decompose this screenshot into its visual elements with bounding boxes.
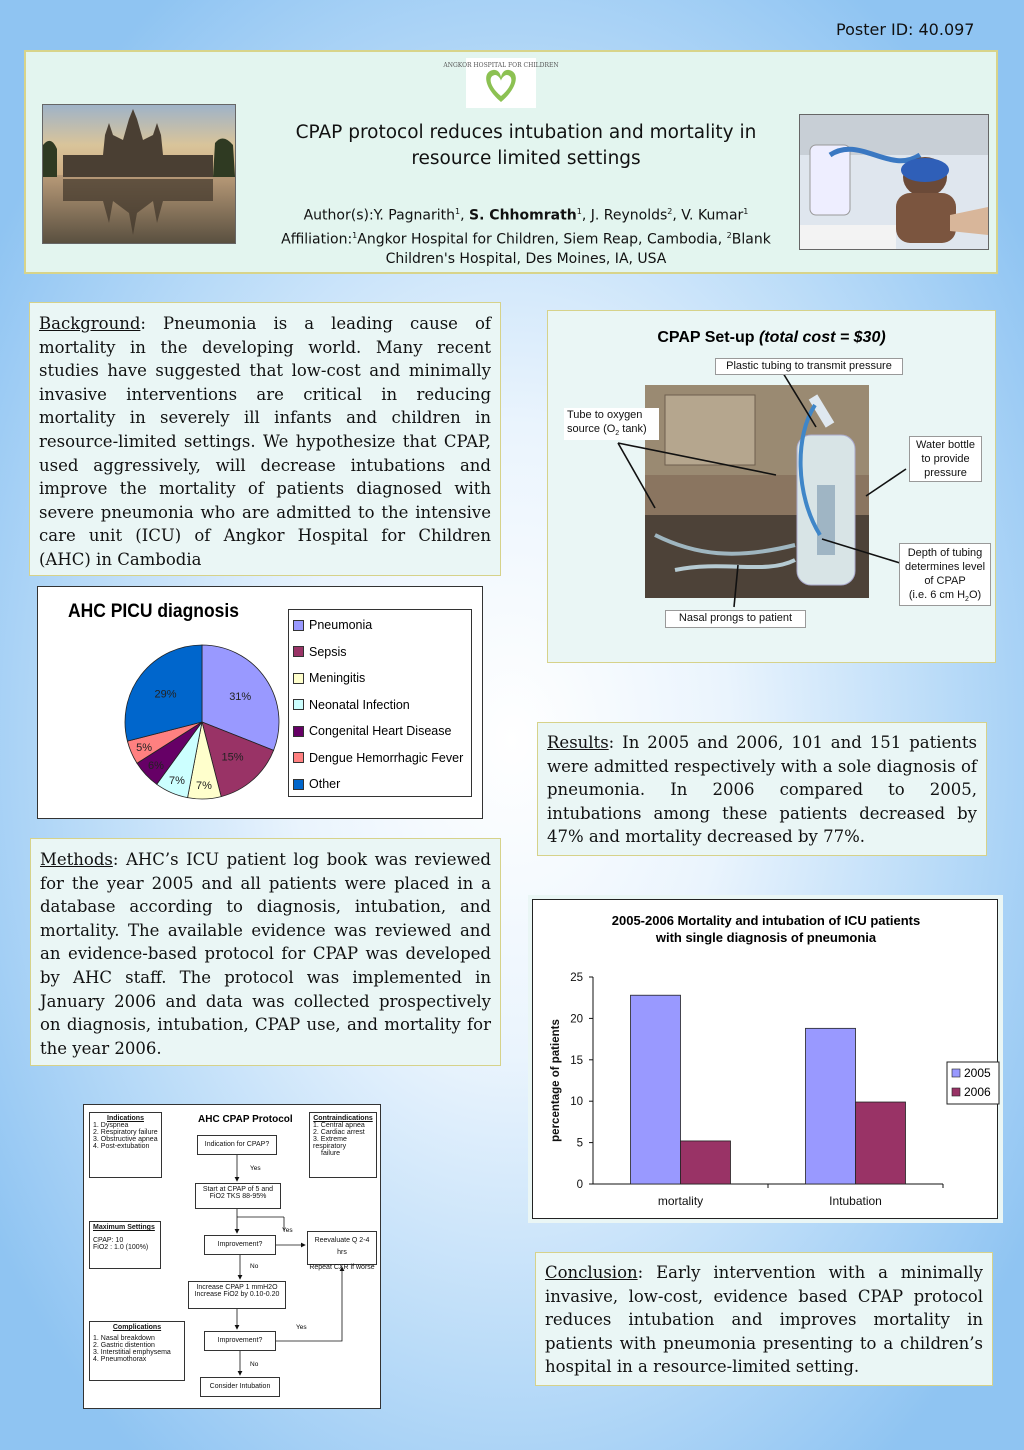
y-axis-label: percentage of patients [550,1019,562,1142]
mortality-intubation-chart [528,895,1003,1223]
y-tick-label: 5 [576,1137,583,1150]
contraindications-box: Contraindications 1. Central apnea 2. Cardiac arrest 3. Extreme respiratory failure [309,1112,377,1178]
logo-text: ANGKOR HOSPITAL FOR CHILDREN [443,62,559,69]
title-line-2: resource limited settings [411,148,641,169]
bar-chart-frame [532,899,998,1219]
pie-label-0: 31% [229,691,252,704]
step-improvement-2: Improvement? [204,1331,276,1351]
step-indication: Indication for CPAP? [197,1135,277,1155]
y-tick-label: 0 [576,1179,583,1191]
bar-chart-title: 2005-2006 Mortality and intubation of ICU patients with single diagnosis of pneumonia [611,913,921,945]
conclusion-heading: Conclusion [545,1263,638,1282]
cpap-protocol-flowchart [83,1104,381,1409]
pie-label-2: 7% [196,780,212,793]
legend-item [293,718,467,745]
legend-swatch [293,752,304,763]
legend-label: Meningitis [309,671,366,686]
legend-label-2006: 2006 [964,1085,991,1099]
yes-label-2: Yes [282,1227,293,1234]
bar-chart [533,900,999,1220]
step-increase: Increase CPAP 1 mmH2O Increase FiO2 by 0.10-0.20 [188,1281,286,1309]
no-label-2: No [250,1361,259,1368]
pie-label-5: 5% [136,742,153,755]
legend-label: Pneumonia [309,618,373,633]
yes-label-1: Yes [250,1165,261,1172]
poster-title [266,120,786,172]
legend-swatch [293,699,304,710]
cpap-setup-title: CPAP Set-up (total cost = $30) [657,329,886,346]
picu-diagnosis-chart [37,586,483,819]
legend-item [293,639,467,666]
legend-label: Neonatal Infection [309,697,410,712]
legend-item [293,745,467,772]
legend-swatch-2005 [952,1069,960,1077]
step-start-cpap: Start at CPAP of 5 and FiO2 TKS 88-95% [195,1183,281,1209]
title-line-1: CPAP protocol reduces intubation and mortality in [295,122,757,143]
bar-legend [947,1062,999,1104]
yes-label-3: Yes [296,1324,307,1331]
legend-swatch [293,779,304,790]
legend-swatch [293,673,304,684]
pie-chart-title: AHC PICU diagnosis [68,601,239,622]
background-text: : Pneumonia is a leading cause of mortality in the developing world. Many recent studies have suggested that low-cost and minimally invasive interventions are critical in reducing mortality in severely ill infants and children in resource-limited settings. We hypothesize that CPAP, used aggressively, will decrease intubations and improve the mortality of patients diagnosed with severe pneumonia who are admitted to the intensive care unit (ICU) of Angkor Hospital for Children (AHC) in Cambodia [39,314,491,569]
legend-label: Congenital Heart Disease [309,724,452,739]
authors: Author(s):Y. Pagnarith$^1$, S. Chhomrath$^1$, J. Reynolds$^2$, V. Kumar$^1$ Affiliation:$^1$Angkor Hospital for Children, Siem Reap, Cambodia, $^2$Blank Children's Hospital, Des Moines, IA, USA [281,207,771,268]
legend-label: Other [309,777,341,792]
label-tubing-depth: Depth of tubing determines level of CPAP (i.e. 6 cm $H_2O$) [899,543,991,606]
legend-swatch-2006 [952,1088,960,1096]
legend-swatch [293,646,304,657]
poster-id: Poster ID: 40.097 [836,20,975,39]
max-settings-box: Maximum Settings CPAP: 10 FiO2 : 1.0 (100%) [89,1221,161,1269]
legend-swatch [293,726,304,737]
legend-swatch [293,620,304,631]
label-nasal-prongs: Nasal prongs to patient [665,610,806,628]
indications-box: Indications 1. Dyspnea 2. Respiratory failure 3. Obstructive apnea 4. Post-extubation [89,1112,162,1178]
cpap-setup-section [547,310,996,663]
step-improvement-1: Improvement? [204,1235,276,1255]
legend-label-2005: 2005 [964,1066,991,1080]
y-tick-label: 20 [570,1013,583,1026]
patient-on-cpap-photo [799,114,989,250]
label-plastic-tubing: Plastic tubing to transmit pressure [715,358,903,375]
background-section [29,302,501,576]
conclusion-text: : Early intervention with a minimally invasive, low-cost, evidence based CPAP protocol reduces intubation and improves mortality in patients with pneumonia presenting to a children’s hospital in a resource-limited setting. [545,1263,983,1377]
legend-item [293,771,467,798]
bar-mortality-2006 [681,1141,731,1184]
y-tick-label: 10 [570,1096,583,1109]
x-category-label: mortality [657,1194,704,1208]
legend-item [293,612,467,639]
results-heading: Results [547,733,609,752]
legend-label: Dengue Hemorrhagic Fever [309,750,464,765]
background-heading: Background [39,314,141,333]
reevaluate-box: Reevaluate Q 2-4 hrs Repeat CXR if worse [307,1231,377,1265]
methods-section [30,838,501,1066]
results-text: : In 2005 and 2006, 101 and 151 patients were admitted respectively with a sole diagnosis of pneumonia. In 2006 compared to 2005, intubations among these patients decreased by 47% and mortality decreased by 77%. [547,733,977,847]
y-tick-label: 25 [570,972,583,984]
y-tick-label: 15 [570,1054,583,1067]
poster-header [24,50,998,274]
protocol-title: AHC CPAP Protocol [198,1114,293,1125]
pie-legend [288,609,472,797]
label-oxygen-tube: Tube to oxygen source ($O_2$ tank) [564,408,659,440]
pie-label-3: 7% [168,774,185,787]
bar-intubation-2006 [856,1102,906,1184]
x-category-label: Intubation [829,1194,882,1208]
pie-label-6: 29% [154,688,177,701]
methods-text: : AHC’s ICU patient log book was reviewed for the year 2005 and all patients were placed in a database according to diagnosis, intubation, and mortality. The available evidence was reviewed and an evidence-based protocol for CPAP was developed by AHC staff. The protocol was implemented in January 2006 and data was collected prospectively on diagnosis, intubation, CPAP use, and mortality for the year 2006. [40,850,491,1058]
flowchart-arrows [84,1105,382,1410]
step-consider-intubation: Consider Intubation [200,1377,280,1397]
bar-mortality-2005 [631,995,681,1184]
complications-box: Complications 1. Nasal breakdown 2. Gastric distention 3. Interstitial emphysema 4. Pneumothorax [89,1321,185,1381]
methods-heading: Methods [40,850,113,869]
no-label-1: No [250,1263,259,1270]
pie-label-4: 6% [148,760,164,773]
angkor-wat-photo [42,104,236,244]
hospital-logo [443,58,559,108]
legend-item [293,692,467,719]
conclusion-section [535,1252,993,1386]
results-section [537,722,987,856]
label-water-bottle: Water bottle to provide pressure [909,436,982,482]
bar-intubation-2005 [806,1028,856,1184]
legend-label: Sepsis [309,644,347,659]
legend-item [293,665,467,692]
pie-chart [38,587,288,820]
pie-label-1: 15% [221,751,244,764]
